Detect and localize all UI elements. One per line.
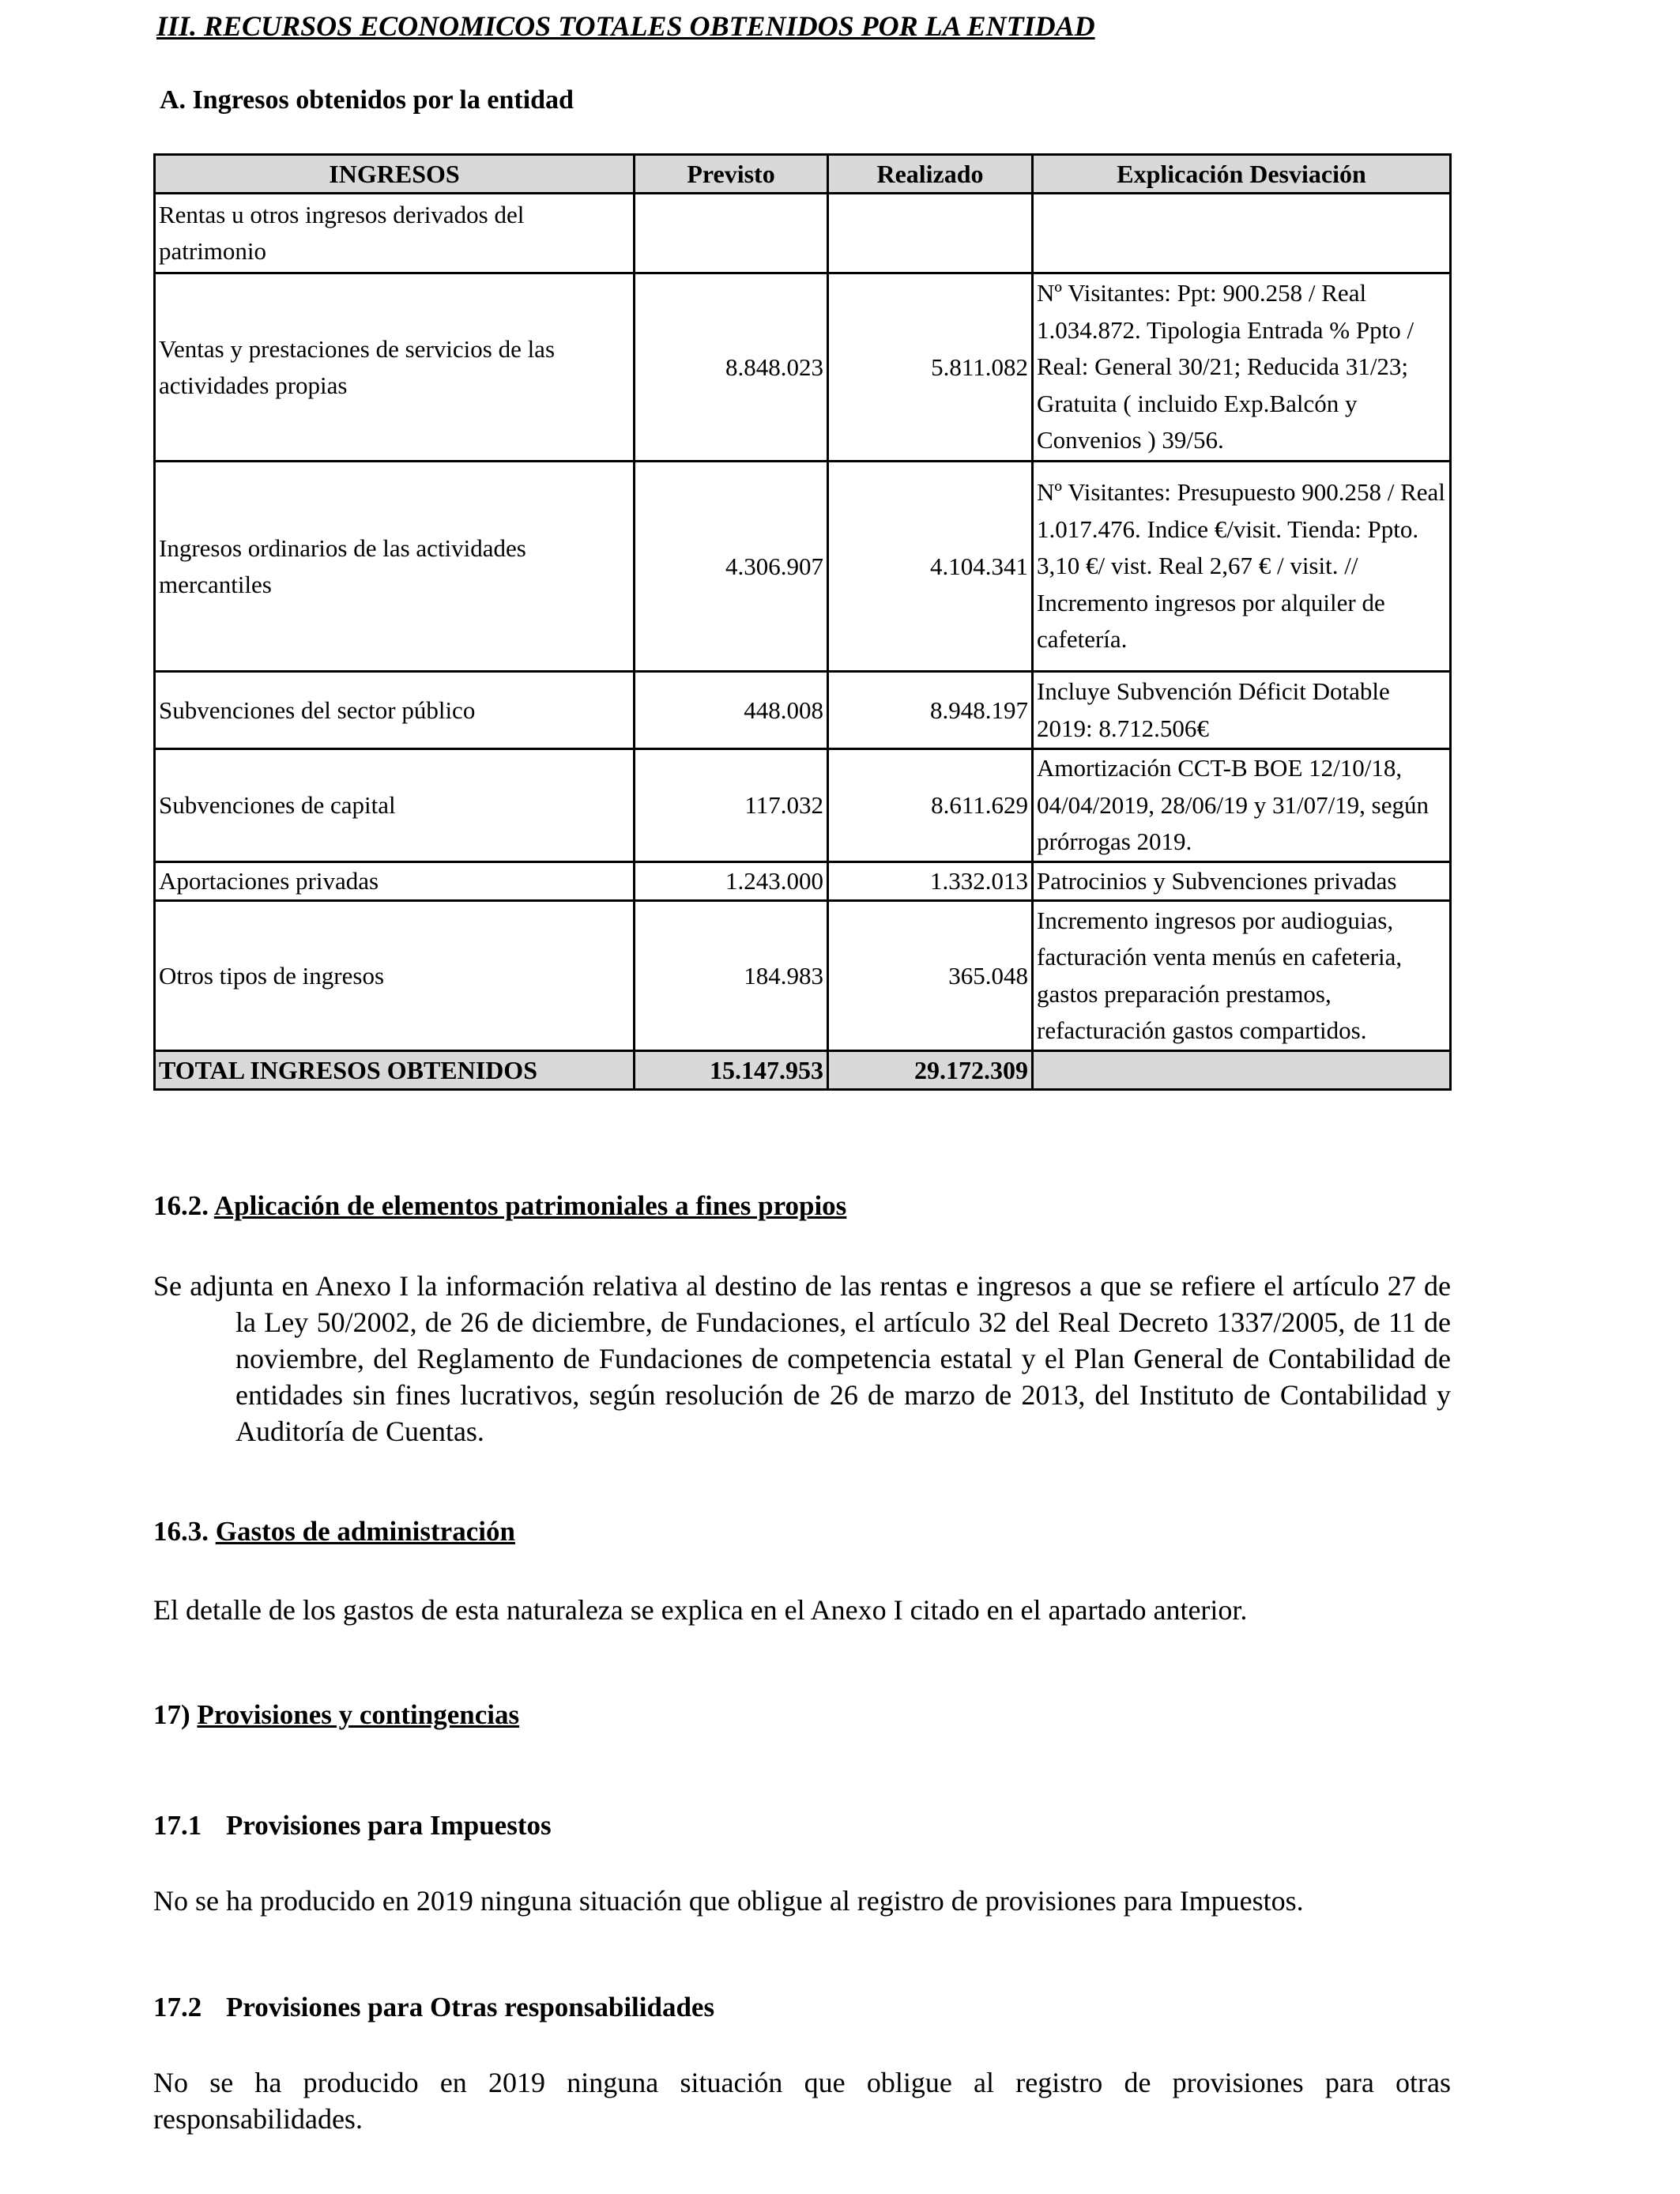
section-16-2-text: Se adjunta en Anexo I la información relativa al destino de las rentas e ingresos a que se refiere el artículo 27 de la Ley 50/2002, de 26 de diciembre, de Fundaciones, el artículo 32 del Real Decreto 1337/2005, de 11 de noviembre, del Reglamento de Fundaciones de competencia estatal y el Plan General de Contabilidad de entidades sin fines lucrativos, según resolución de 26 de marzo de 2013, del Instituto de Contabilidad y Auditoría de Cuentas.: [153, 1270, 1451, 1447]
section-17-2-text: No se ha producido en 2019 ninguna situación que obligue al registro de provisiones para otras responsabilidades.: [153, 2067, 1451, 2135]
section-heading: III. RECURSOS ECONOMICOS TOTALES OBTENIDOS POR LA ENTIDAD: [156, 10, 1095, 42]
row-realizado: 5.811.082: [828, 273, 1033, 462]
table-header-row: [155, 155, 1451, 194]
row-concept: Rentas u otros ingresos derivados del patrimonio: [155, 194, 635, 273]
table-row: [155, 861, 1451, 901]
header-explicacion: Explicación Desviación: [1033, 155, 1451, 194]
total-label: TOTAL INGRESOS OBTENIDOS: [155, 1051, 635, 1090]
section-title: Gastos de administración: [215, 1516, 515, 1547]
header-previsto: Previsto: [635, 155, 828, 194]
header-realizado: Realizado: [828, 155, 1033, 194]
table-row: [155, 194, 1451, 273]
row-explicacion: Amortización CCT-B BOE 12/10/18, 04/04/2019, 28/06/19 y 31/07/19, según prórrogas 2019.: [1033, 749, 1451, 862]
section-title: Provisiones y contingencias: [197, 1699, 520, 1730]
section-number: 17): [153, 1699, 190, 1730]
section-17-2-title: [153, 1992, 714, 2023]
row-previsto: 4.306.907: [635, 462, 828, 672]
table-row: [155, 672, 1451, 749]
row-realizado: [828, 194, 1033, 273]
row-realizado: 365.048: [828, 901, 1033, 1051]
section-16-3-title: [153, 1516, 515, 1547]
table-row: [155, 901, 1451, 1051]
total-previsto: 15.147.953: [635, 1051, 828, 1090]
row-previsto: 184.983: [635, 901, 828, 1051]
section-17-1-text: No se ha producido en 2019 ninguna situación que obligue al registro de provisiones para Impuestos.: [153, 1885, 1304, 1917]
section-17-title: [153, 1699, 519, 1731]
ingresos-table: [153, 153, 1452, 1091]
row-explicacion: Nº Visitantes: Presupuesto 900.258 / Real 1.017.476. Indice €/visit. Tienda: Ppto. 3,10 €/ vist. Real 2,67 € / visit. // Incremento ingresos por alquiler de cafetería.: [1033, 462, 1451, 672]
section-number: 17.2: [153, 1992, 202, 2022]
row-explicacion: Incremento ingresos por audioguias, facturación venta menús en cafeteria, gastos preparación prestamos, refacturación gastos compartidos.: [1033, 901, 1451, 1051]
section-title: Provisiones para Otras responsabilidades: [226, 1992, 715, 2022]
row-realizado: 8.611.629: [828, 749, 1033, 862]
table-total-row: [155, 1051, 1451, 1090]
row-concept: Subvenciones del sector público: [155, 672, 635, 749]
section-number: 16.2.: [153, 1190, 209, 1221]
row-explicacion: Nº Visitantes: Ppt: 900.258 / Real 1.034.872. Tipologia Entrada % Ppto / Real: General 30/21; Reducida 31/23; Gratuita ( incluido Exp.Balcón y Convenios ) 39/56.: [1033, 273, 1451, 462]
row-explicacion: [1033, 194, 1451, 273]
section-title: Aplicación de elementos patrimoniales a fines propios: [213, 1190, 847, 1221]
row-concept: Subvenciones de capital: [155, 749, 635, 862]
row-realizado: 4.104.341: [828, 462, 1033, 672]
row-previsto: 1.243.000: [635, 861, 828, 901]
table-subheading: A. Ingresos obtenidos por la entidad: [160, 85, 574, 115]
row-concept: Otros tipos de ingresos: [155, 901, 635, 1051]
row-explicacion: Patrocinios y Subvenciones privadas: [1033, 861, 1451, 901]
row-previsto: 8.848.023: [635, 273, 828, 462]
section-number: 16.3.: [153, 1516, 209, 1547]
section-number: 17.1: [153, 1810, 202, 1841]
row-explicacion: Incluye Subvención Déficit Dotable 2019: 8.712.506€: [1033, 672, 1451, 749]
table-row: [155, 749, 1451, 862]
section-16-2-title: [153, 1190, 846, 1222]
total-realizado: 29.172.309: [828, 1051, 1033, 1090]
section-title: Provisiones para Impuestos: [226, 1810, 552, 1841]
table-row: [155, 462, 1451, 672]
row-concept: Ingresos ordinarios de las actividades mercantiles: [155, 462, 635, 672]
header-ingresos: INGRESOS: [155, 155, 635, 194]
row-concept: Ventas y prestaciones de servicios de las actividades propias: [155, 273, 635, 462]
row-realizado: 1.332.013: [828, 861, 1033, 901]
table-row: [155, 273, 1451, 462]
row-previsto: [635, 194, 828, 273]
row-realizado: 8.948.197: [828, 672, 1033, 749]
row-concept: Aportaciones privadas: [155, 861, 635, 901]
section-17-1-title: [153, 1810, 552, 1842]
section-16-3-text: El detalle de los gastos de esta naturaleza se explica en el Anexo I citado en el apartado anterior.: [153, 1594, 1248, 1626]
total-explicacion: [1033, 1051, 1451, 1090]
row-previsto: 448.008: [635, 672, 828, 749]
row-previsto: 117.032: [635, 749, 828, 862]
